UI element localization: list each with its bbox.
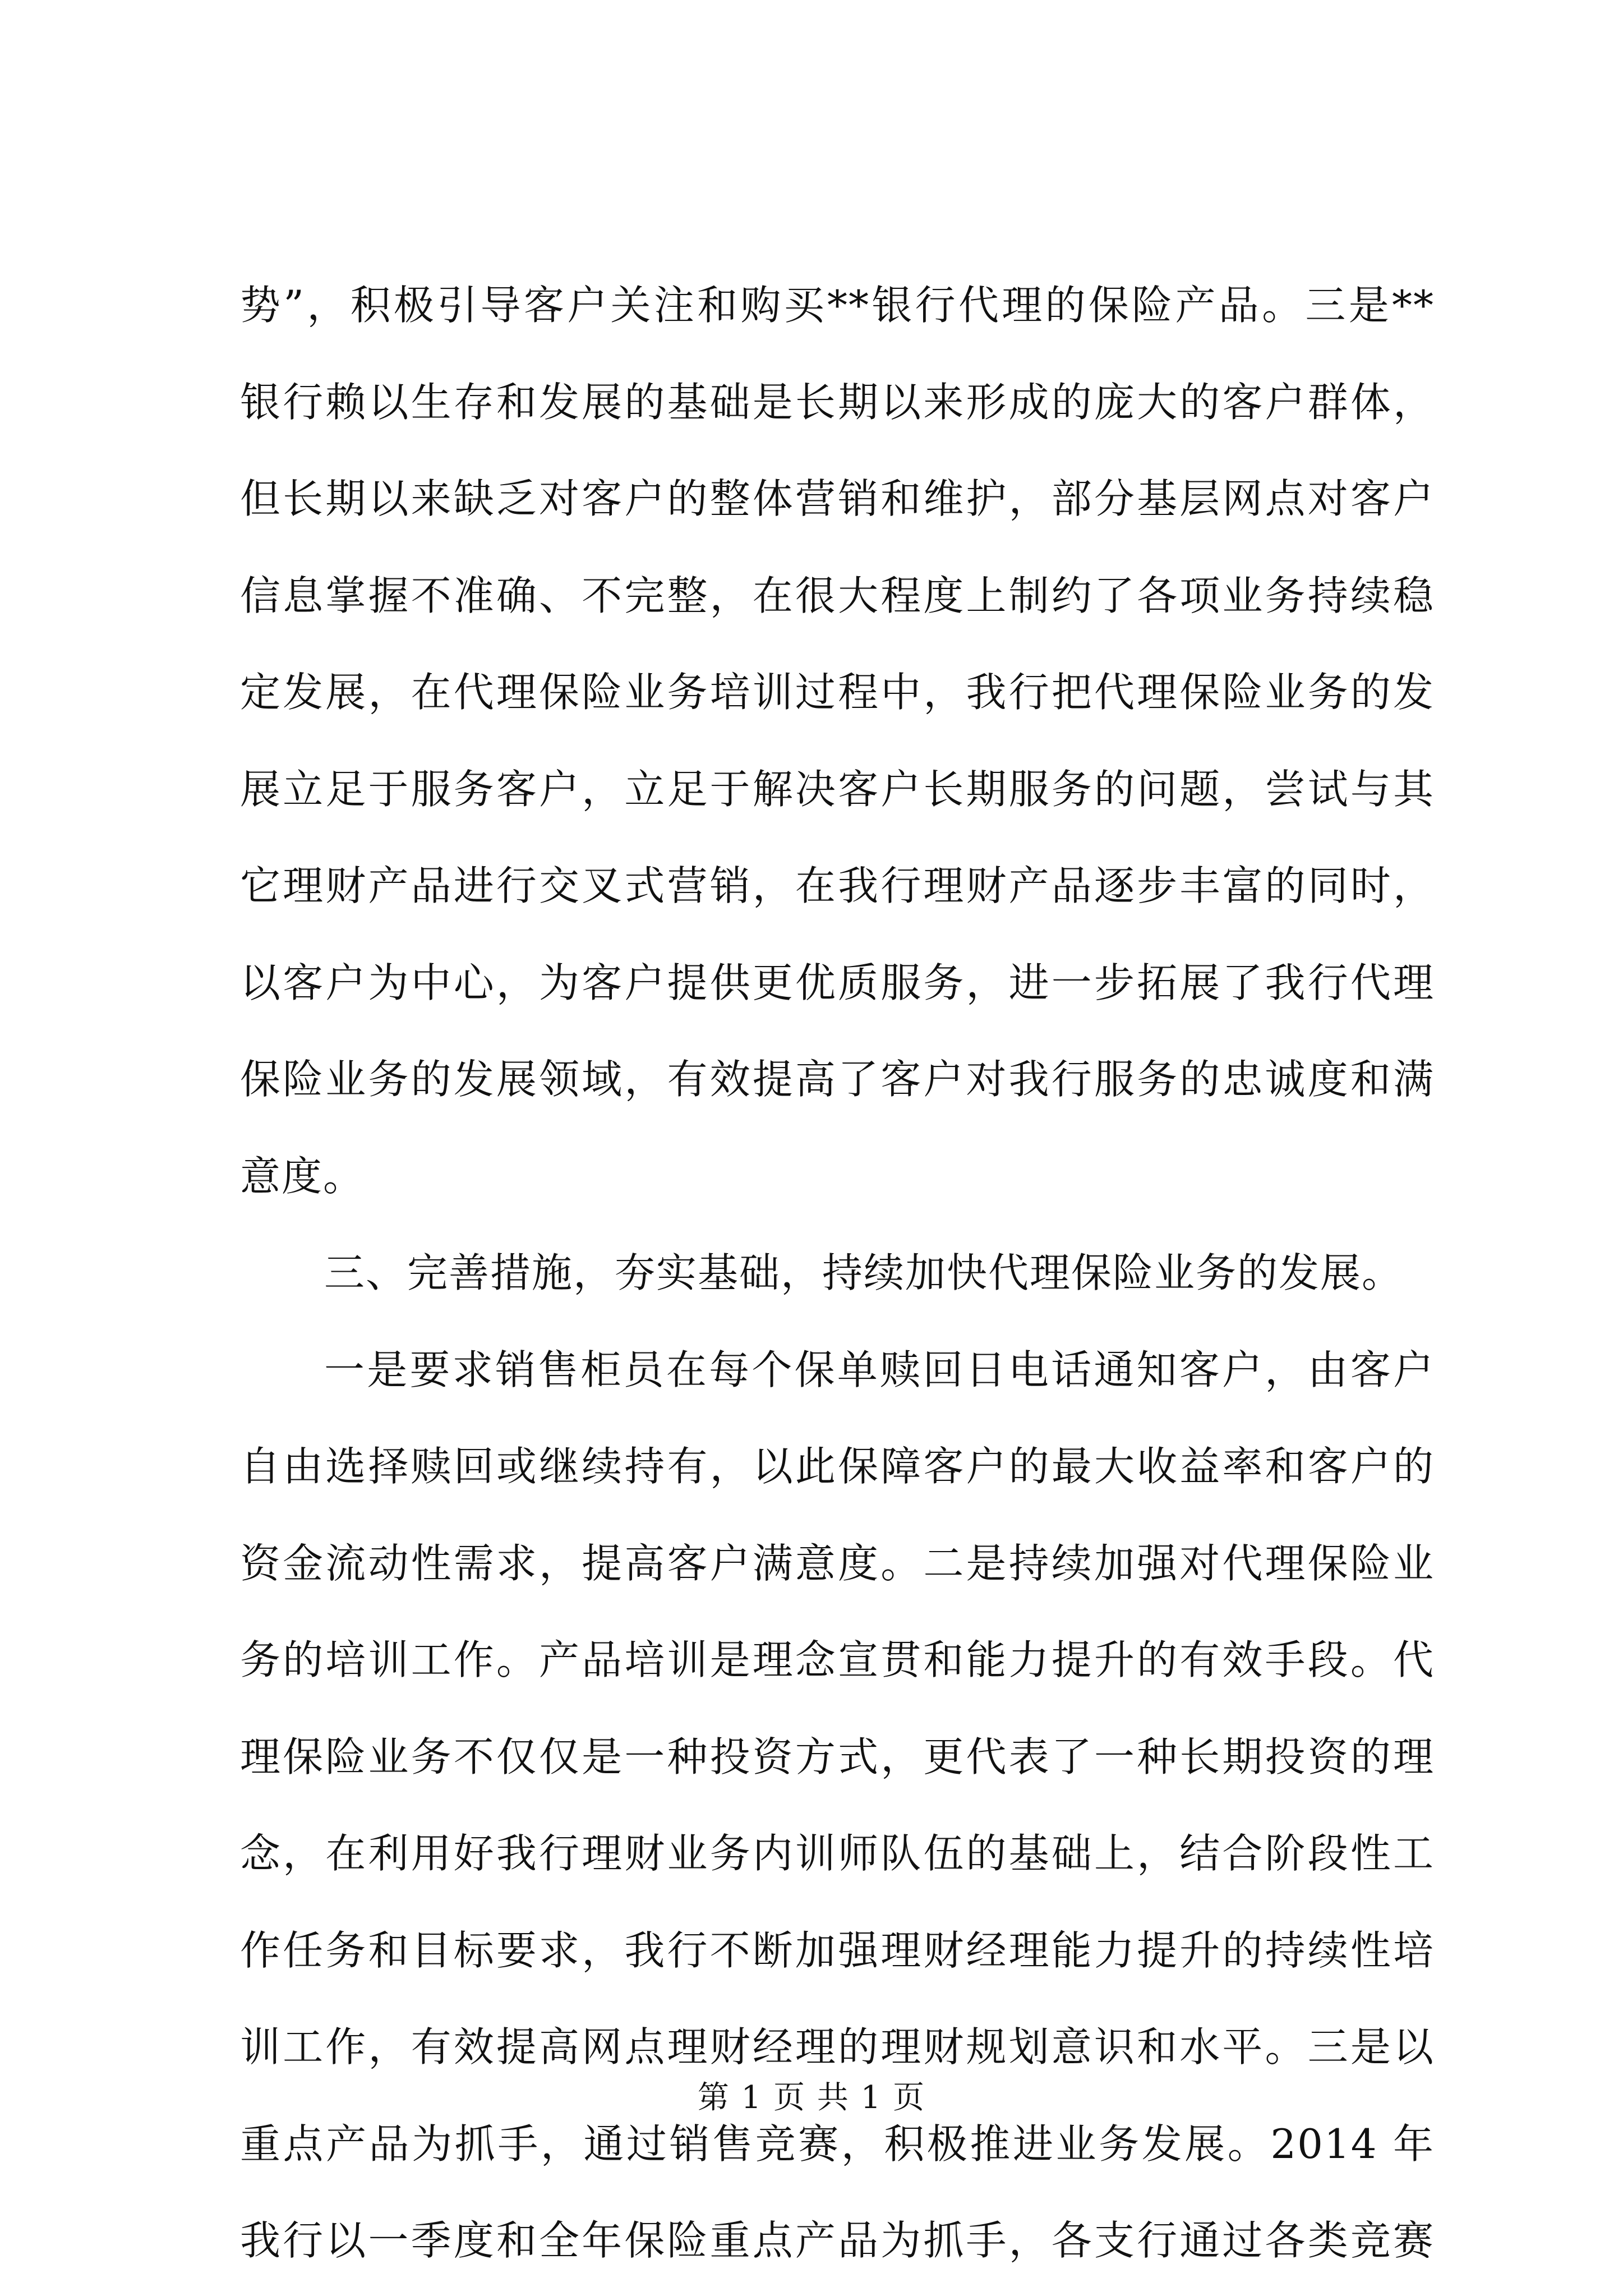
body-line: 意度。: [240, 1152, 365, 1200]
body-line: 定发展，在代理保险业务培训过程中，我行把代理保险业务的发: [240, 669, 1435, 716]
page-number-label: 第 1 页 共 1 页: [697, 2079, 926, 2116]
body-line: 它理财产品进行交叉式营销，在我行理财产品逐步丰富的同时，: [240, 862, 1435, 909]
body-line: 训工作，有效提高网点理财经理的理财规划意识和水平。三是以: [240, 2023, 1435, 2070]
body-line: 念，在利用好我行理财业务内训师队伍的基础上，结合阶段性工: [240, 1830, 1435, 1877]
body-line: 务的培训工作。产品培训是理念宣贯和能力提升的有效手段。代: [240, 1636, 1435, 1683]
page-footer: [0, 2076, 1623, 2120]
body-line: 但长期以来缺乏对客户的整体营销和维护，部分基层网点对客户: [240, 475, 1435, 522]
body-line: 重点产品为抓手，通过销售竞赛，积极推进业务发展。2014 年: [240, 2120, 1435, 2168]
body-line: 势”，积极引导客户关注和购买**银行代理的保险产品。三是**: [240, 282, 1435, 329]
body-line: 资金流动性需求，提高客户满意度。二是持续加强对代理保险业: [240, 1539, 1435, 1587]
body-line: 信息掌握不准确、不完整，在很大程度上制约了各项业务持续稳: [240, 572, 1435, 619]
body-line: 一是要求销售柜员在每个保单赎回日电话通知客户，由客户: [324, 1346, 1435, 1393]
document-body: [240, 257, 1435, 2289]
body-line: 保险业务的发展领域，有效提高了客户对我行服务的忠诚度和满: [240, 1056, 1435, 1103]
body-line: 自由选择赎回或继续持有，以此保障客户的最大收益率和客户的: [240, 1443, 1435, 1490]
body-line: 银行赖以生存和发展的基础是长期以来形成的庞大的客户群体，: [240, 378, 1435, 426]
body-line: 作任务和目标要求，我行不断加强理财经理能力提升的持续性培: [240, 1926, 1435, 1974]
body-line: 展立足于服务客户，立足于解决客户长期服务的问题，尝试与其: [240, 765, 1435, 813]
body-line: 以客户为中心，为客户提供更优质服务，进一步拓展了我行代理: [240, 959, 1435, 1006]
body-line: 理保险业务不仅仅是一种投资方式，更代表了一种长期投资的理: [240, 1733, 1435, 1780]
body-line: 我行以一季度和全年保险重点产品为抓手，各支行通过各类竞赛: [240, 2217, 1435, 2264]
section-heading: 三、完善措施，夯实基础，持续加快代理保险业务的发展。: [324, 1249, 1404, 1296]
